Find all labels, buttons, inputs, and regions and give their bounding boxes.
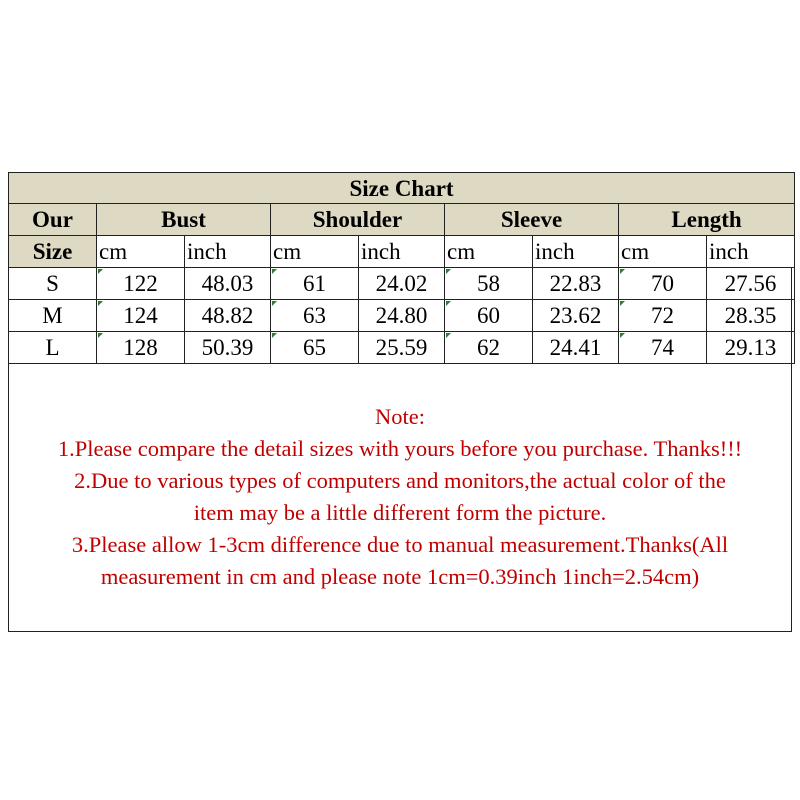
table-row	[9, 300, 795, 332]
note-line: measurement in cm and please note 1cm=0.39inch 1inch=2.54cm)	[100, 564, 700, 589]
notes-heading: Note:	[375, 404, 425, 429]
notes-block	[9, 401, 791, 593]
size-chart-card	[8, 172, 792, 632]
unit-inch: inch	[533, 236, 619, 268]
table-cell: 27.56	[707, 268, 795, 300]
table-cell: 60	[445, 300, 533, 332]
unit-inch: inch	[185, 236, 271, 268]
table-cell: 65	[271, 332, 359, 364]
table-cell: 48.82	[185, 300, 271, 332]
table-cell: 25.59	[359, 332, 445, 364]
table-cell: 24.41	[533, 332, 619, 364]
unit-cm: cm	[97, 236, 185, 268]
note-line: item may be a little different form the picture.	[193, 500, 607, 525]
shoulder-header: Shoulder	[271, 204, 445, 236]
table-cell: 28.35	[707, 300, 795, 332]
size-chart-table	[8, 172, 795, 364]
note-line: 2.Due to various types of computers and monitors,the actual color of the	[74, 468, 726, 493]
table-cell: 72	[619, 300, 707, 332]
table-row	[9, 332, 795, 364]
size-header-line2: Size	[9, 236, 97, 268]
size-label: M	[9, 300, 97, 332]
table-cell: 61	[271, 268, 359, 300]
size-header-line1: Our	[9, 204, 97, 236]
table-cell: 122	[97, 268, 185, 300]
table-cell: 58	[445, 268, 533, 300]
table-cell: 128	[97, 332, 185, 364]
note-line: 1.Please compare the detail sizes with yours before you purchase. Thanks!!!	[57, 436, 743, 461]
table-cell: 23.62	[533, 300, 619, 332]
table-cell: 124	[97, 300, 185, 332]
unit-cm: cm	[271, 236, 359, 268]
sleeve-header: Sleeve	[445, 204, 619, 236]
table-cell: 62	[445, 332, 533, 364]
length-header: Length	[619, 204, 795, 236]
table-cell: 50.39	[185, 332, 271, 364]
unit-inch: inch	[359, 236, 445, 268]
table-cell: 24.02	[359, 268, 445, 300]
size-label: S	[9, 268, 97, 300]
unit-cm: cm	[619, 236, 707, 268]
size-label: L	[9, 332, 97, 364]
table-cell: 74	[619, 332, 707, 364]
note-line: 3.Please allow 1-3cm difference due to manual measurement.Thanks(All	[71, 532, 729, 557]
bust-header: Bust	[97, 204, 271, 236]
chart-title: Size Chart	[9, 173, 795, 204]
table-row	[9, 268, 795, 300]
table-cell: 70	[619, 268, 707, 300]
table-cell: 63	[271, 300, 359, 332]
table-cell: 22.83	[533, 268, 619, 300]
unit-inch: inch	[707, 236, 795, 268]
table-cell: 24.80	[359, 300, 445, 332]
table-cell: 29.13	[707, 332, 795, 364]
table-cell: 48.03	[185, 268, 271, 300]
unit-cm: cm	[445, 236, 533, 268]
